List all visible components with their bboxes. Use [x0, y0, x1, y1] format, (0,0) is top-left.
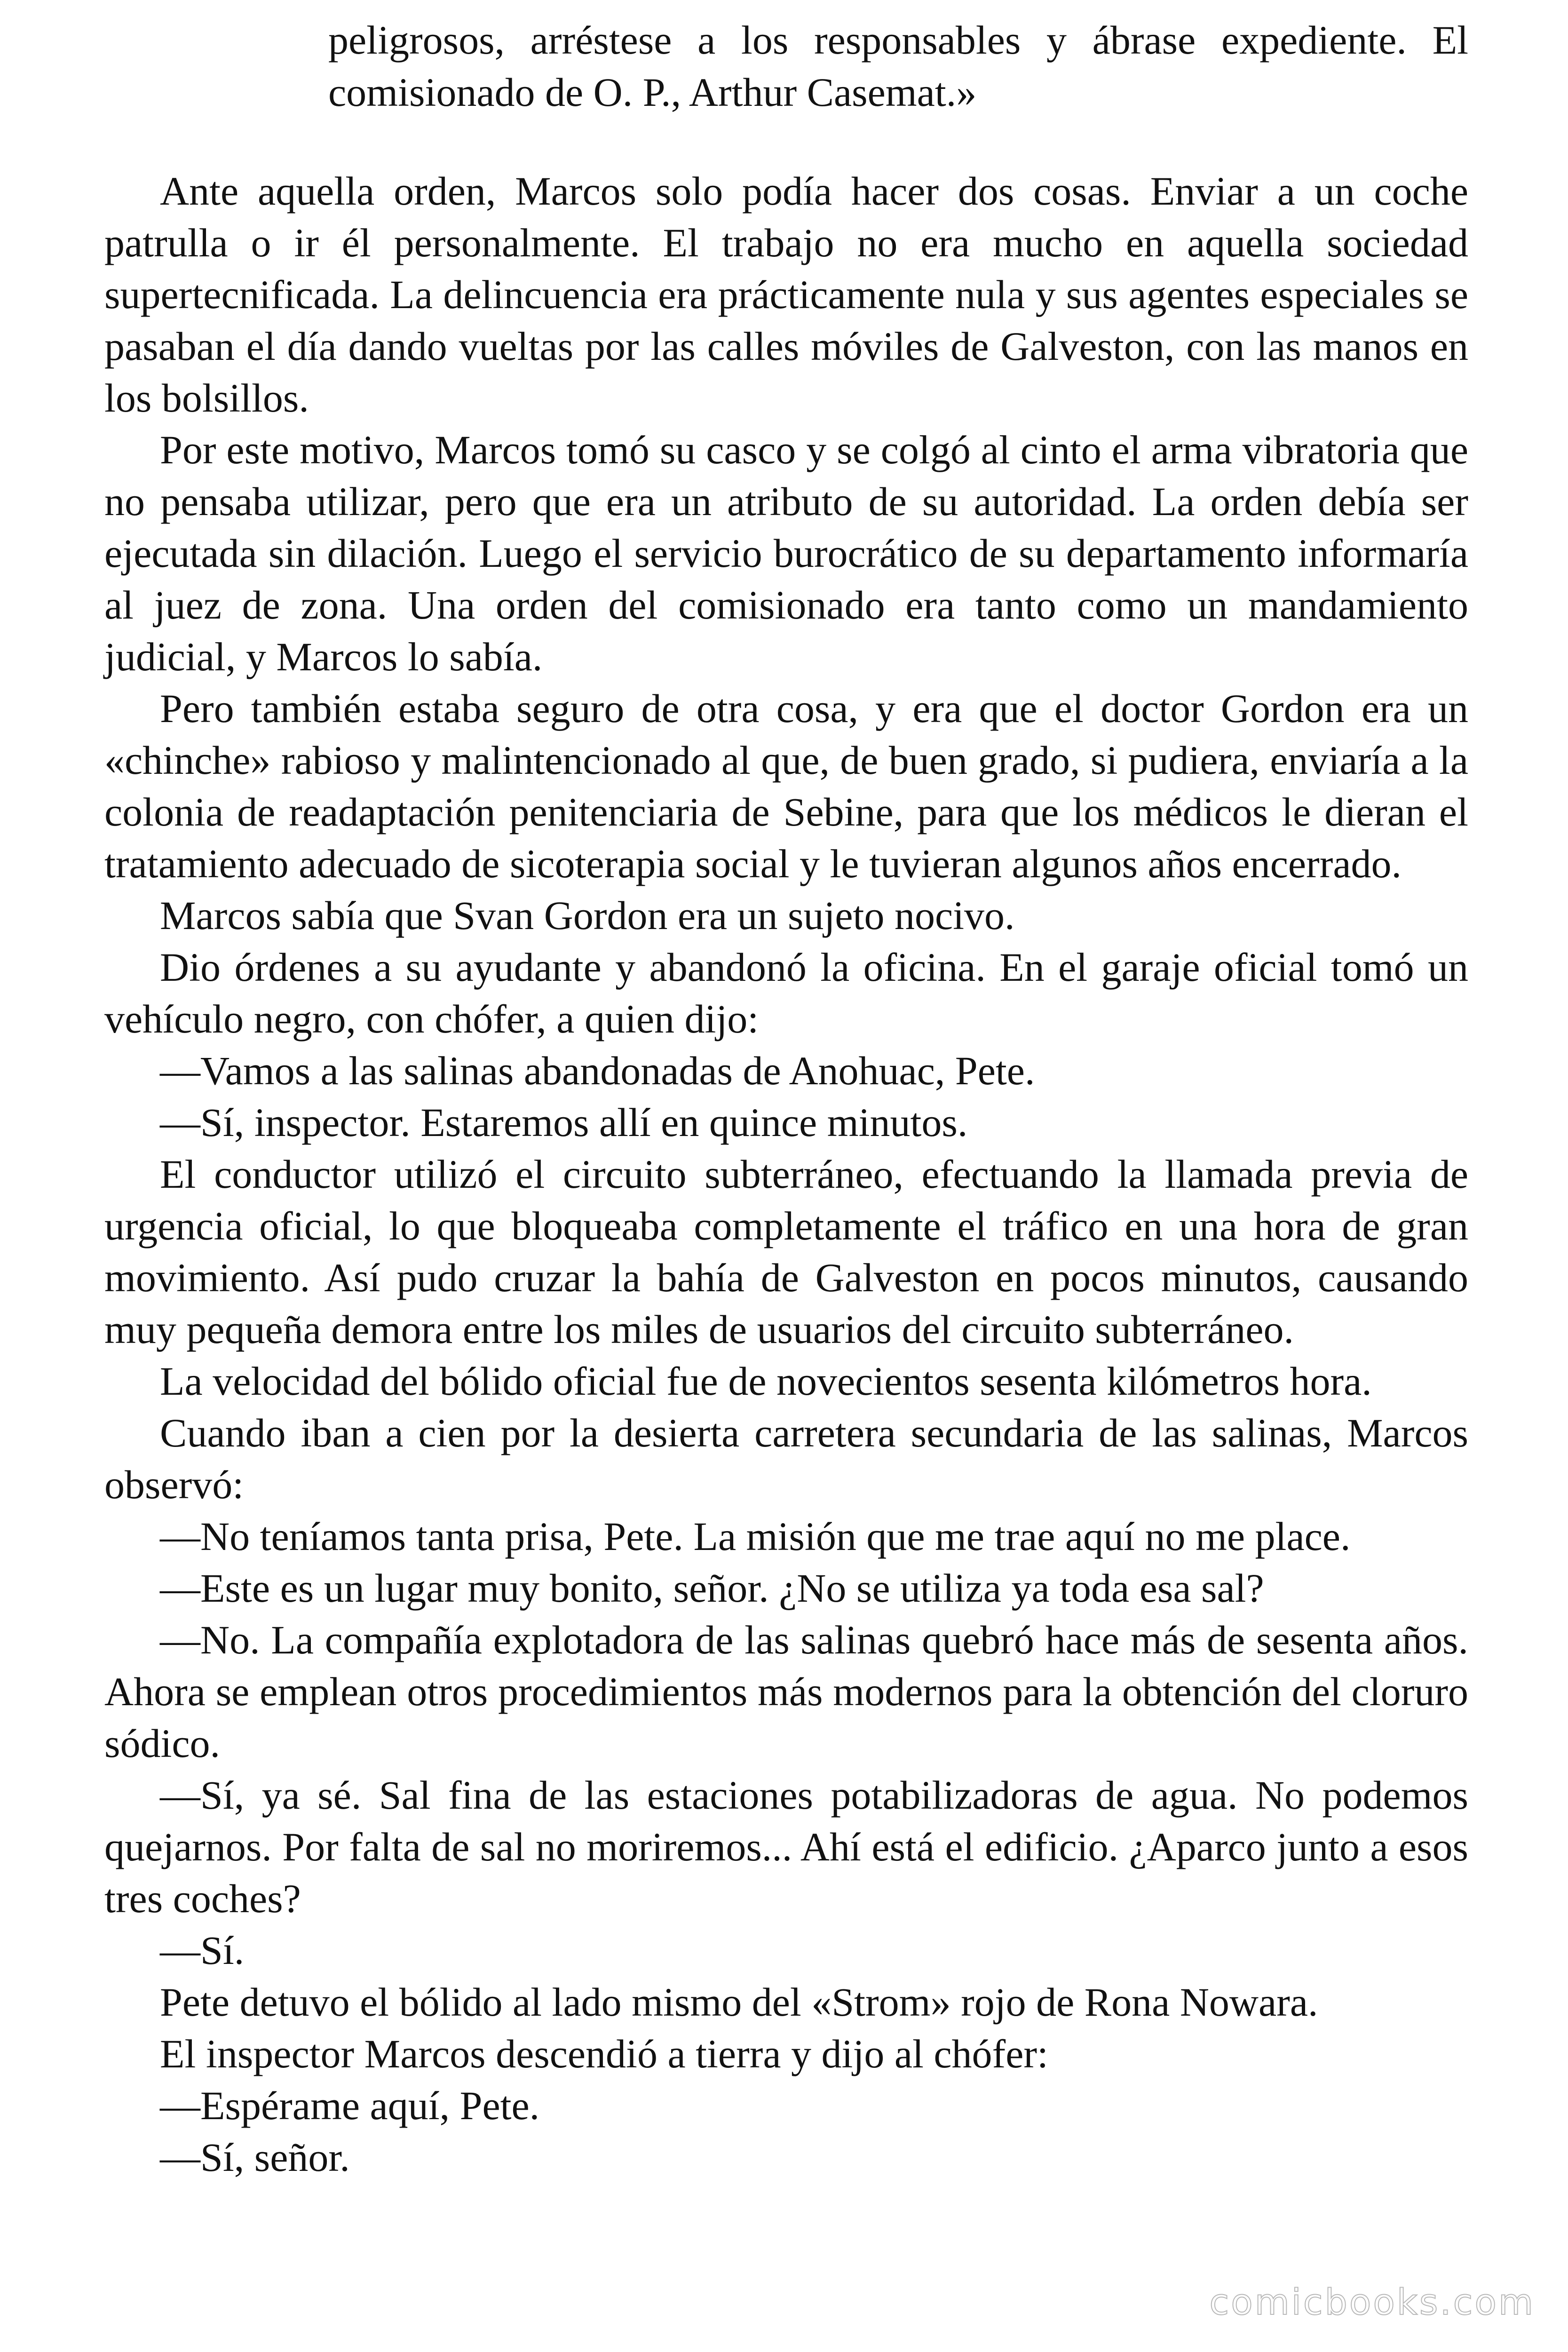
dialogue-line: —Sí, señor.: [160, 2135, 350, 2180]
dialogue-line: —Sí.: [160, 1928, 245, 1973]
paragraph: El inspector Marcos descendió a tierra y dijo al chófer:: [160, 2031, 1048, 2076]
dialogue-line: —No teníamos tanta prisa, Pete. La misión que me trae aquí no me place.: [160, 1514, 1351, 1559]
quoted-order-text: peligrosos, arréstese a los responsables y ábrase expediente. El comisionado de O. P., Arthur Casemat.»: [328, 17, 1468, 115]
dialogue-line: —Vamos a las salinas abandonadas de Anohuac, Pete.: [160, 1048, 1035, 1093]
paragraph: Dio órdenes a su ayudante y abandonó la oficina. En el garaje oficial tomó un vehículo negro, con chófer, a quien dijo:: [104, 945, 1468, 1041]
paragraph: Marcos sabía que Svan Gordon era un sujeto nocivo.: [160, 893, 1015, 938]
dialogue-line: —Espérame aquí, Pete.: [160, 2083, 540, 2128]
paragraph: Cuando iban a cien por la desierta carretera secundaria de las salinas, Marcos observó:: [104, 1410, 1468, 1507]
paragraph: Ante aquella orden, Marcos solo podía hacer dos cosas. Enviar a un coche patrulla o ir él personalmente. El trabajo no era mucho en aquella sociedad supertecnificada. La delincuencia era prácticamente nula y sus agentes especiales se pasaban el día dando vueltas por las calles móviles de Galveston, con las manos en los bolsillos.: [104, 168, 1468, 421]
watermark-logo: comicbooks.com: [1209, 2281, 1535, 2323]
paragraph: El conductor utilizó el circuito subterráneo, efectuando la llamada previa de urgencia oficial, lo que bloqueaba completamente el tráfico en una hora de gran movimiento. Así pudo cruzar la bahía de Galveston en pocos minutos, causando muy pequeña demora entre los miles de usuarios del circuito subterráneo.: [104, 1152, 1468, 1352]
paragraph: La velocidad del bólido oficial fue de novecientos sesenta kilómetros hora.: [160, 1359, 1372, 1404]
paragraph: Por este motivo, Marcos tomó su casco y se colgó al cinto el arma vibratoria que no pensaba utilizar, pero que era un atributo de su autoridad. La orden debía ser ejecutada sin dilación. Luego el servicio burocrático de su departamento informaría al juez de zona. Una orden del comisionado era tanto como un mandamiento judicial, y Marcos lo sabía.: [104, 427, 1468, 679]
story-body: [104, 165, 1468, 2183]
dialogue-line: —No. La compañía explotadora de las salinas quebró hace más de sesenta años. Ahora se emplean otros procedimientos más modernos para la obtención del cloruro sódico.: [104, 1617, 1468, 1766]
dialogue-line: —Sí, ya sé. Sal fina de las estaciones potabilizadoras de agua. No podemos quejarnos. Por falta de sal no moriremos... Ahí está el edificio. ¿Aparco junto a esos tres coches?: [104, 1772, 1468, 1921]
paragraph: Pero también estaba seguro de otra cosa, y era que el doctor Gordon era un «chinche» rabioso y malintencionado al que, de buen grado, si pudiera, enviaría a la colonia de readaptación penitenciaria de Sebine, para que los médicos le dieran el tratamiento adecuado de sicoterapia social y le tuvieran algunos años encerrado.: [104, 686, 1468, 886]
dialogue-line: —Este es un lugar muy bonito, señor. ¿No se utiliza ya toda esa sal?: [160, 1565, 1264, 1611]
paragraph: Pete detuvo el bólido al lado mismo del «Strom» rojo de Rona Nowara.: [160, 1979, 1318, 2025]
dialogue-line: —Sí, inspector. Estaremos allí en quince minutos.: [160, 1100, 968, 1145]
